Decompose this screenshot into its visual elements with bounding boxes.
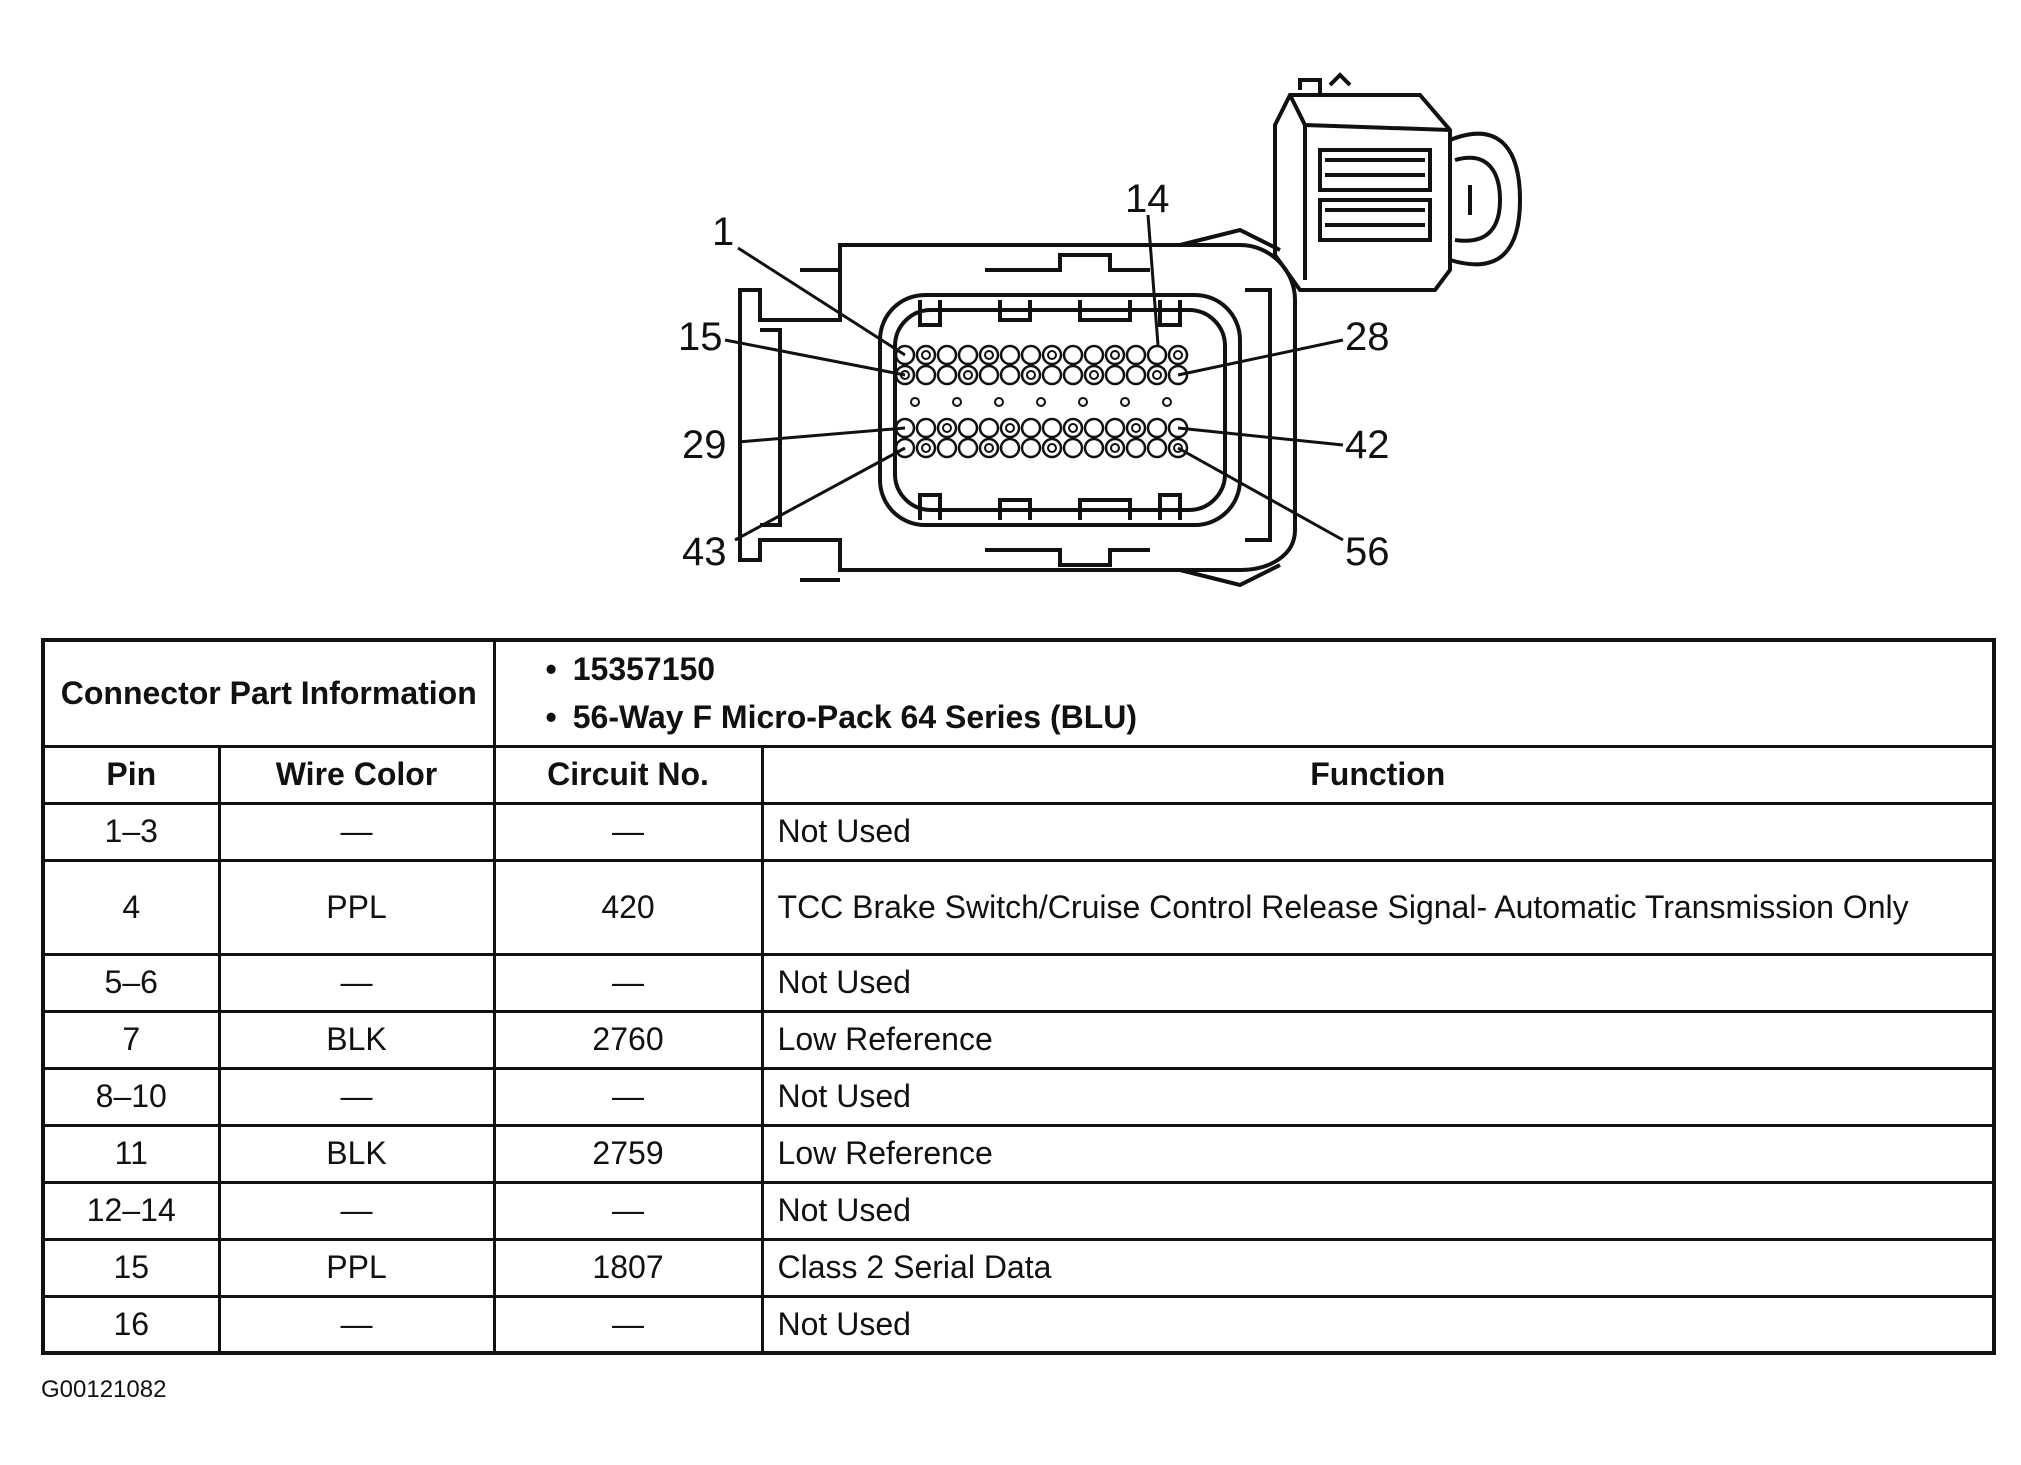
pin-label-29: 29: [682, 423, 727, 467]
pin-cavity: [1022, 439, 1040, 457]
pin-terminal: [985, 351, 993, 359]
circuit-cell: —: [494, 1068, 762, 1125]
pin-cavity: [917, 346, 935, 364]
wire-color-cell: —: [219, 1068, 494, 1125]
pin-terminal: [964, 371, 972, 379]
pin-cavity: [1064, 439, 1082, 457]
pin-grid: [896, 346, 1187, 457]
wire-color-cell: —: [219, 1296, 494, 1353]
connector-table: [41, 638, 1996, 1355]
pin-cavity: [1148, 366, 1166, 384]
pin-cavity: [1148, 439, 1166, 457]
pin-label-42: 42: [1345, 423, 1390, 467]
circuit-cell: 1807: [494, 1239, 762, 1296]
alignment-hole: [911, 398, 919, 406]
pin-cell: 12–14: [43, 1182, 219, 1239]
table-row: [43, 1011, 1994, 1068]
alignment-hole: [1163, 398, 1171, 406]
pin-cavity: [1064, 419, 1082, 437]
pin-terminal: [985, 444, 993, 452]
pin-cavity: [959, 419, 977, 437]
pin-terminal: [1111, 444, 1119, 452]
pin-cavity: [980, 419, 998, 437]
pin-cavity: [959, 346, 977, 364]
pin-label-15: 15: [678, 315, 723, 359]
pin-terminal: [1153, 371, 1161, 379]
circuit-cell: —: [494, 803, 762, 860]
pin-cavity: [1127, 419, 1145, 437]
pin-cavity: [1106, 346, 1124, 364]
pin-cavity: [980, 439, 998, 457]
pin-terminal: [1174, 351, 1182, 359]
pin-terminal: [1006, 424, 1014, 432]
pin-cavity: [917, 439, 935, 457]
table-row: [43, 1239, 1994, 1296]
pin-terminal: [1048, 351, 1056, 359]
pin-cell: 7: [43, 1011, 219, 1068]
pin-cavity: [1169, 346, 1187, 364]
header-wire-color: Wire Color: [219, 746, 494, 803]
pin-cavity: [917, 419, 935, 437]
circuit-cell: —: [494, 954, 762, 1011]
pin-cell: 4: [43, 860, 219, 954]
pin-terminal: [1048, 444, 1056, 452]
wire-color-cell: BLK: [219, 1125, 494, 1182]
alignment-hole: [1121, 398, 1129, 406]
table-row: [43, 1182, 1994, 1239]
pin-terminal: [943, 424, 951, 432]
pin-label-56: 56: [1345, 530, 1390, 574]
figure-id: G00121082: [41, 1376, 167, 1403]
function-cell: Low Reference: [762, 1125, 1994, 1182]
pin-cavity: [959, 366, 977, 384]
table-row: [43, 803, 1994, 860]
connector-info-row: [43, 640, 1994, 746]
pin-cavity: [1064, 346, 1082, 364]
wire-color-cell: BLK: [219, 1011, 494, 1068]
pin-terminal: [922, 444, 930, 452]
pin-label-1: 1: [712, 210, 735, 254]
pin-cavity: [1043, 439, 1061, 457]
connector-info-label: Connector Part Information: [43, 640, 494, 746]
pin-terminal: [1069, 424, 1077, 432]
table-row: [43, 954, 1994, 1011]
pin-cavity: [1085, 439, 1103, 457]
function-cell: Not Used: [762, 1068, 1994, 1125]
function-cell: Not Used: [762, 1182, 1994, 1239]
pin-cavity: [1001, 439, 1019, 457]
function-cell: Class 2 Serial Data: [762, 1239, 1994, 1296]
wire-color-cell: PPL: [219, 860, 494, 954]
pin-cavity: [1001, 366, 1019, 384]
pin-cavity: [1001, 346, 1019, 364]
pin-label-43: 43: [682, 530, 727, 574]
pin-cavity: [1022, 419, 1040, 437]
table-row: [43, 1125, 1994, 1182]
pin-cavity: [959, 439, 977, 457]
pin-cavity: [1022, 346, 1040, 364]
pin-cavity: [938, 366, 956, 384]
alignment-hole: [995, 398, 1003, 406]
pin-cavity: [1106, 366, 1124, 384]
pin-cavity: [1106, 439, 1124, 457]
pin-cavity: [1085, 366, 1103, 384]
connector-description: • 56-Way F Micro-Pack 64 Series (BLU): [546, 693, 1978, 741]
connector-face: [740, 230, 1295, 585]
table-header-row: [43, 746, 1994, 803]
pin-cell: 11: [43, 1125, 219, 1182]
circuit-cell: 420: [494, 860, 762, 954]
alignment-hole: [1079, 398, 1087, 406]
circuit-cell: 2759: [494, 1125, 762, 1182]
pin-cavity: [1148, 419, 1166, 437]
pin-cavity: [938, 439, 956, 457]
pin-cell: 16: [43, 1296, 219, 1353]
pin-cavity: [1001, 419, 1019, 437]
pin-cavity: [917, 366, 935, 384]
pin-cavity: [1148, 346, 1166, 364]
wire-color-cell: —: [219, 1182, 494, 1239]
header-function: Function: [762, 746, 1994, 803]
table-row: [43, 860, 1994, 954]
pin-cavity: [1127, 366, 1145, 384]
pin-cavity: [1064, 366, 1082, 384]
pin-cavity: [938, 346, 956, 364]
pin-cell: 8–10: [43, 1068, 219, 1125]
pin-terminal: [922, 351, 930, 359]
pin-cavity: [938, 419, 956, 437]
pin-cavity: [1043, 346, 1061, 364]
pin-terminal: [1132, 424, 1140, 432]
pin-cell: 1–3: [43, 803, 219, 860]
circuit-cell: 2760: [494, 1011, 762, 1068]
connector-info-values: [494, 640, 1994, 746]
pin-terminal: [1090, 371, 1098, 379]
pin-terminal: [1111, 351, 1119, 359]
pin-cell: 5–6: [43, 954, 219, 1011]
pin-cavity: [1127, 346, 1145, 364]
alignment-hole: [1037, 398, 1045, 406]
pin-label-14: 14: [1125, 177, 1170, 221]
connector-3d-view: [1275, 75, 1520, 290]
header-circuit-no: Circuit No.: [494, 746, 762, 803]
pin-cavity: [1106, 419, 1124, 437]
connector-diagram: [0, 0, 2021, 620]
function-cell: TCC Brake Switch/Cruise Control Release Signal- Automatic Transmission Only: [762, 860, 1994, 954]
pin-cavity: [980, 366, 998, 384]
header-pin: Pin: [43, 746, 219, 803]
pin-cavity: [1043, 366, 1061, 384]
function-cell: Not Used: [762, 803, 1994, 860]
connector-part-number: • 15357150: [546, 645, 1978, 693]
pin-cavity: [980, 346, 998, 364]
pin-cavity: [1085, 419, 1103, 437]
table-row: [43, 1296, 1994, 1353]
pin-cell: 15: [43, 1239, 219, 1296]
function-cell: Not Used: [762, 954, 1994, 1011]
wire-color-cell: —: [219, 803, 494, 860]
function-cell: Low Reference: [762, 1011, 1994, 1068]
pin-cavity: [1043, 419, 1061, 437]
circuit-cell: —: [494, 1296, 762, 1353]
pin-cavity: [1085, 346, 1103, 364]
function-cell: Not Used: [762, 1296, 1994, 1353]
pin-cavity: [1022, 366, 1040, 384]
table-row: [43, 1068, 1994, 1125]
wire-color-cell: PPL: [219, 1239, 494, 1296]
pin-label-28: 28: [1345, 315, 1390, 359]
pin-terminal: [1027, 371, 1035, 379]
pin-cavity: [1127, 439, 1145, 457]
circuit-cell: —: [494, 1182, 762, 1239]
wire-color-cell: —: [219, 954, 494, 1011]
alignment-hole: [953, 398, 961, 406]
